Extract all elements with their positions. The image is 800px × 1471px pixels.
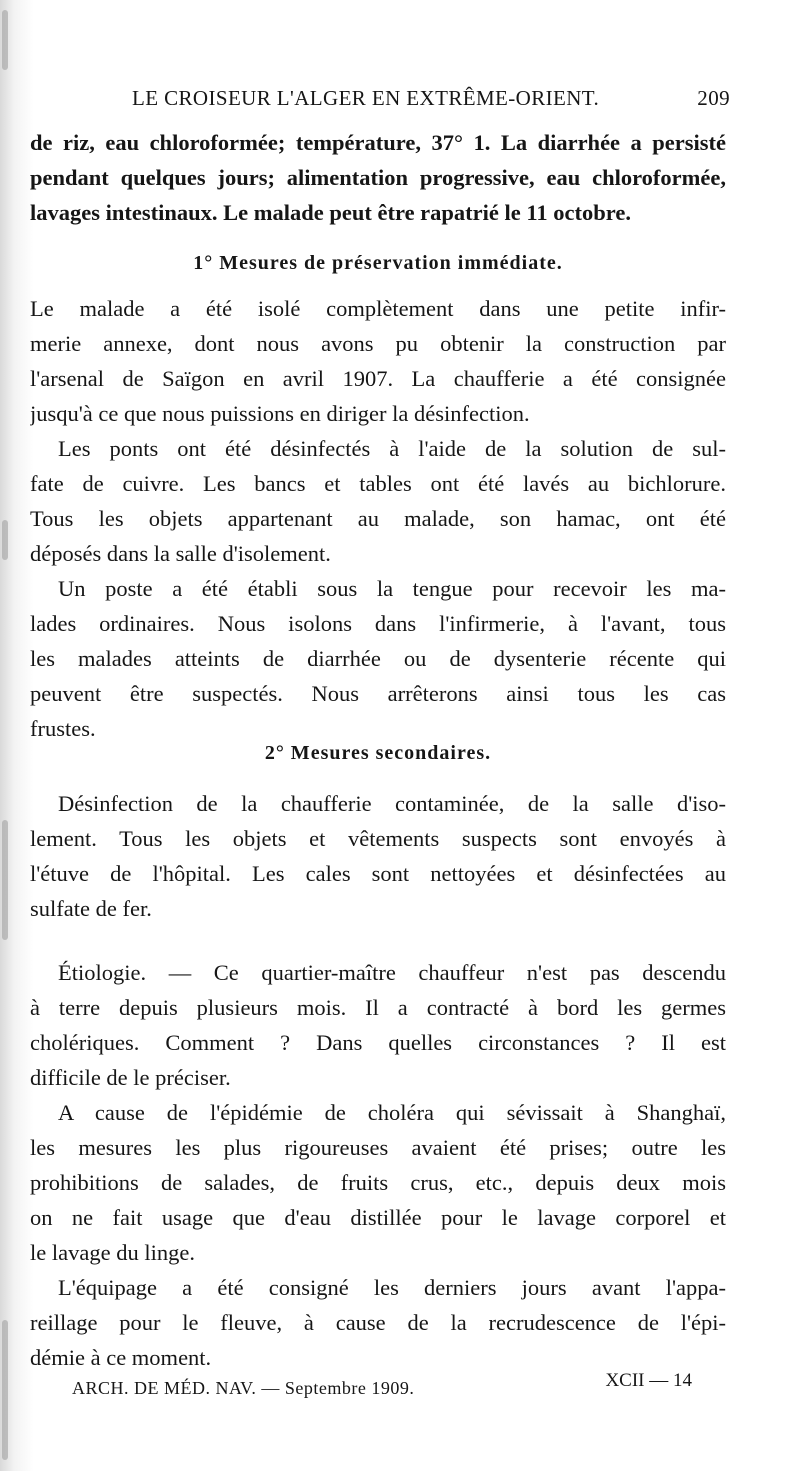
scan-edge-shadow (2, 820, 8, 940)
text-line: Tous les objets appartenant au malade, son hamac, ont été (30, 506, 726, 531)
text-line: sulfate de fer. (30, 896, 152, 921)
text-line: prohibitions de salades, de fruits crus, etc., depuis deux mois (30, 1170, 726, 1195)
text-line: frustes. (30, 716, 96, 741)
text-line: fate de cuivre. Les bancs et tables ont été lavés au bichlorure. (30, 471, 726, 496)
text-line: on ne fait usage que d'eau distillée pour le lavage corporel et (30, 1205, 726, 1230)
text-line: les mesures les plus rigoureuses avaient été prises; outre les (30, 1135, 726, 1160)
scan-edge-shadow (2, 10, 8, 70)
text-line: Désinfection de la chaufferie contaminée, de la salle d'iso- (58, 791, 726, 816)
page-footer (72, 1370, 692, 1410)
text-line: l'arsenal de Saïgon en avril 1907. La chaufferie a été consignée (30, 366, 726, 391)
text-line: les malades atteints de diarrhée ou de dysenterie récente qui (30, 646, 726, 671)
opening-paragraph (30, 125, 726, 230)
text-line: lades ordinaires. Nous isolons dans l'infirmerie, à l'avant, tous (30, 611, 726, 636)
text-line: L'équipage a été consigné les derniers jours avant l'appa- (58, 1275, 726, 1300)
text-line: l'étuve de l'hôpital. Les cales sont nettoyées et désinfectées au (30, 861, 726, 886)
etiology-body (30, 955, 726, 1375)
text-line: déposés dans la salle d'isolement. (30, 541, 331, 566)
signature-mark: XCII — 14 (605, 1370, 692, 1391)
section-1-body (30, 291, 726, 746)
running-header (58, 86, 738, 116)
text-line: Les ponts ont été désinfectés à l'aide de la solution de sul- (58, 436, 726, 461)
text-line: reillage pour le fleuve, à cause de la recrudescence de l'épi- (30, 1310, 726, 1335)
scan-edge-shadow (2, 520, 8, 560)
section-heading-2: 2° Mesures secondaires. (264, 742, 492, 764)
text-line: lement. Tous les objets et vêtements suspects sont envoyés à (30, 826, 726, 851)
text-line: démie à ce moment. (30, 1345, 212, 1370)
scan-edge-shadow (2, 1320, 8, 1460)
text-line: cholériques. Comment ? Dans quelles circonstances ? Il est (30, 1030, 726, 1055)
text-line: lavages intestinaux. Le malade peut être rapatrié le 11 octobre. (30, 200, 631, 225)
text-line: le lavage du linge. (30, 1240, 195, 1265)
section-2-body (30, 786, 726, 926)
text-line: de riz, eau chloroformée; température, 37° 1. La diarrhée a persisté (30, 130, 726, 155)
journal-citation: ARCH. DE MÉD. NAV. — Septembre 1909. (72, 1378, 415, 1398)
text-line: Le malade a été isolé complètement dans une petite infir- (30, 296, 726, 321)
text-line: jusqu'à ce que nous puissions en diriger la désinfection. (30, 401, 530, 426)
page-number: 209 (697, 86, 730, 110)
text-line: pendant quelques jours; alimentation progressive, eau chloroformée, (30, 165, 726, 190)
section-heading-1: 1° Mesures de préservation immédiate. (193, 252, 563, 274)
text-line: Un poste a été établi sous la tengue pour recevoir les ma- (58, 576, 726, 601)
text-line: difficile de le préciser. (30, 1065, 231, 1090)
text-line: à terre depuis plusieurs mois. Il a contracté à bord les germes (30, 995, 726, 1020)
text-line: A cause de l'épidémie de choléra qui sévissait à Shanghaï, (58, 1100, 726, 1125)
text-line: Étiologie. — Ce quartier-maître chauffeur n'est pas descendu (58, 960, 726, 985)
text-line: merie annexe, dont nous avons pu obtenir la construction par (30, 331, 726, 356)
running-title: LE CROISEUR L'ALGER EN EXTRÊME-ORIENT. (132, 86, 600, 110)
text-line: peuvent être suspectés. Nous arrêterons ainsi tous les cas (30, 681, 726, 706)
